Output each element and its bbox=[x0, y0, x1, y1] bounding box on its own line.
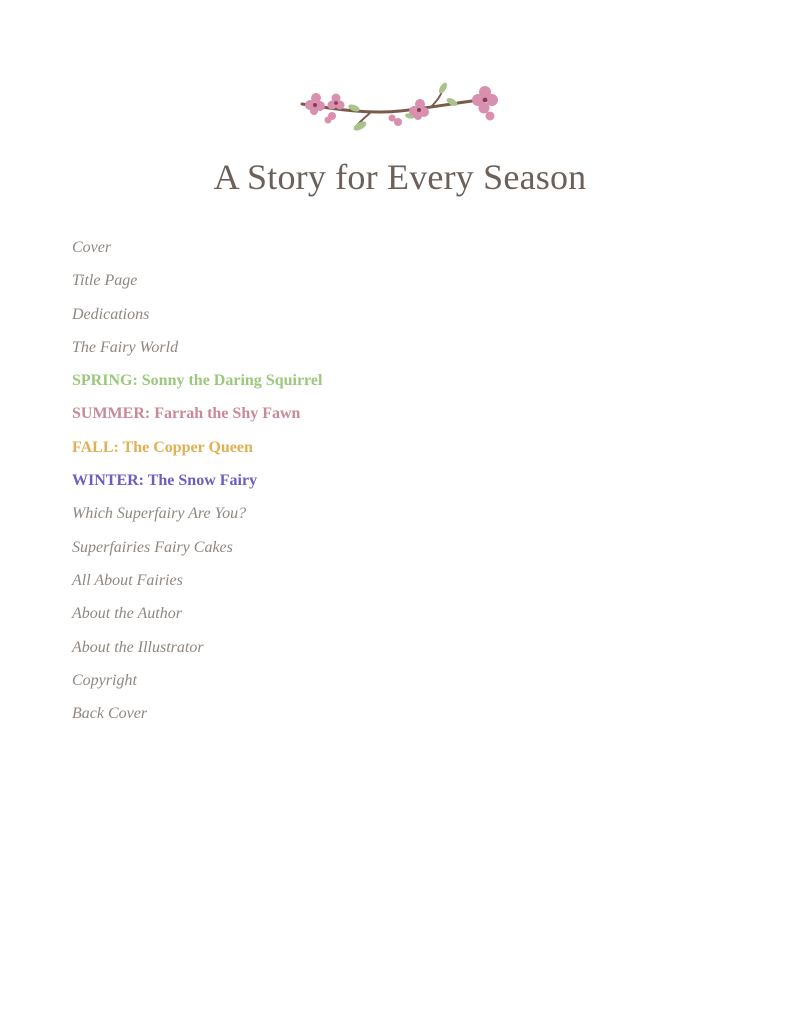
toc-link-item[interactable]: Dedications bbox=[72, 305, 150, 323]
toc-link-item[interactable]: The Fairy World bbox=[72, 338, 179, 356]
page-title: A Story for Every Season bbox=[213, 157, 587, 197]
toc-link-item[interactable]: About the Author bbox=[72, 605, 182, 623]
toc-link-item[interactable]: Copyright bbox=[72, 671, 137, 689]
toc-link-item[interactable]: SPRING: Sonny the Daring Squirrel bbox=[72, 372, 323, 390]
toc-link-item[interactable]: Superfairies Fairy Cakes bbox=[72, 538, 233, 556]
toc-link-item[interactable]: SUMMER: Farrah the Shy Fawn bbox=[72, 405, 301, 423]
toc-link-item[interactable]: Back Cover bbox=[72, 705, 148, 723]
toc-link-item[interactable]: All About Fairies bbox=[72, 571, 183, 589]
toc-link-item[interactable]: WINTER: The Snow Fairy bbox=[72, 472, 258, 490]
cherry-blossom-branch-icon bbox=[280, 78, 520, 138]
toc-link-item[interactable]: Cover bbox=[72, 239, 112, 256]
toc-link-item[interactable]: Title Page bbox=[72, 272, 138, 290]
toc-link-item[interactable]: About the Illustrator bbox=[72, 638, 204, 656]
toc-link-item[interactable]: FALL: The Copper Queen bbox=[72, 438, 253, 456]
table-of-contents bbox=[72, 236, 322, 735]
toc-link-item[interactable]: Which Superfairy Are You? bbox=[72, 505, 247, 523]
